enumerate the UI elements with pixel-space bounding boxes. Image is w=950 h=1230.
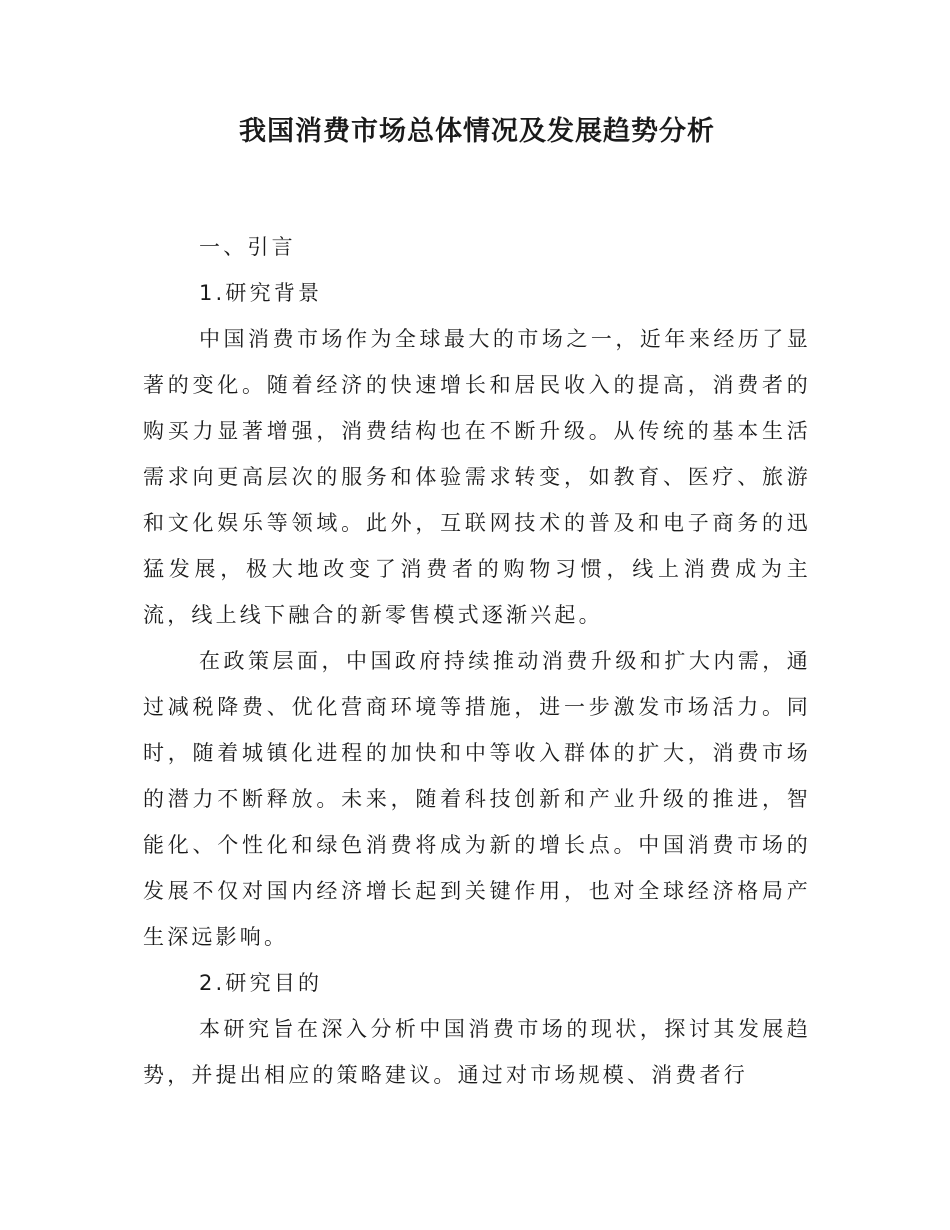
document-title: 我国消费市场总体情况及发展趋势分析 bbox=[239, 116, 715, 147]
paragraph-policy: 在政策层面，中国政府持续推动消费升级和扩大内需，通过减税降费、优化营商环境等措施，进一步激发市场活力。同时，随着城镇化进程的加快和中等收入群体的扩大，消费市场的潜力不断释放。未来，随着科技创新和产业升级的推进，智能化、个性化和绿色消费将成为新的增长点。中国消费市场的发展不仅对国内经济增长起到关键作用，也对全球经济格局产生深远影响。 bbox=[143, 649, 811, 949]
subsection-heading-research-background: 1.研究背景 bbox=[199, 281, 323, 305]
document-body bbox=[143, 224, 811, 1098]
subsection-heading-research-purpose: 2.研究目的 bbox=[199, 971, 323, 995]
paragraph-market-overview: 中国消费市场作为全球最大的市场之一，近年来经历了显著的变化。随着经济的快速增长和居民收入的提高，消费者的购买力显著增强，消费结构也在不断升级。从传统的基本生活需求向更高层次的服务和体验需求转变，如教育、医疗、旅游和文化娱乐等领域。此外，互联网技术的普及和电子商务的迅猛发展，极大地改变了消费者的购物习惯，线上消费成为主流，线上线下融合的新零售模式逐渐兴起。 bbox=[143, 327, 811, 627]
section-heading-introduction: 一、引言 bbox=[199, 235, 296, 259]
paragraph-research-purpose: 本研究旨在深入分析中国消费市场的现状，探讨其发展趋势，并提出相应的策略建议。通过对市场规模、消费者行 bbox=[143, 1017, 811, 1087]
